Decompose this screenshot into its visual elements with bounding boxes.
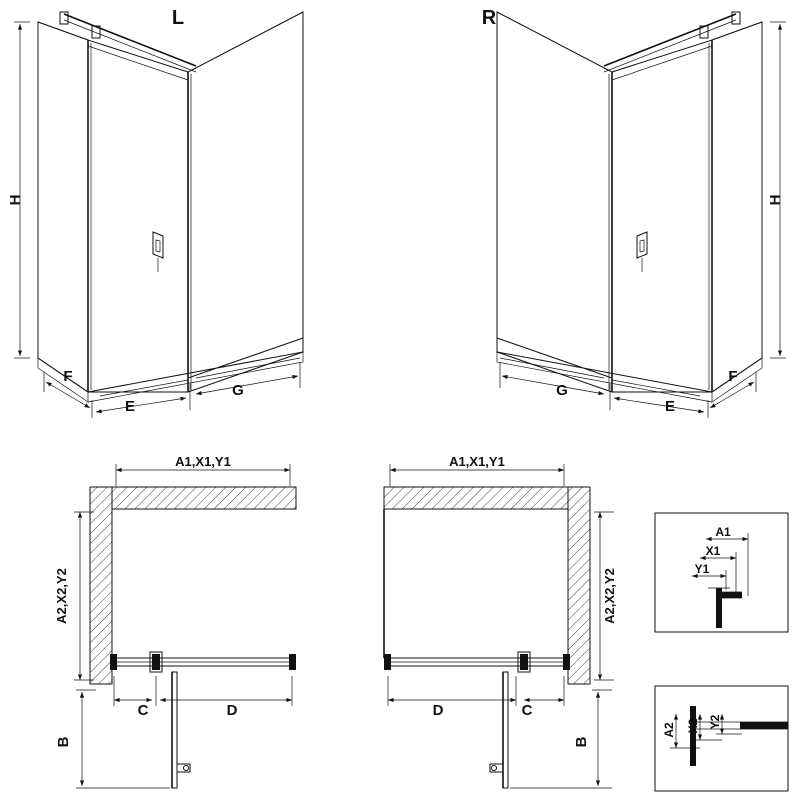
detail-top-label-y1: Y1 bbox=[694, 562, 710, 576]
plan-view-left bbox=[74, 464, 296, 788]
iso-left-label-G: G bbox=[232, 382, 244, 399]
plan-right-top-dim-label: A1,X1,Y1 bbox=[449, 454, 505, 469]
dimension-bottom-left bbox=[44, 362, 300, 418]
dimension-bottom-right bbox=[500, 362, 756, 418]
door-handle-right bbox=[637, 232, 647, 272]
iso-right-label-F: F bbox=[728, 368, 738, 385]
detail-top-label-x1: X1 bbox=[705, 544, 721, 558]
iso-view-right bbox=[497, 12, 786, 418]
detail-top-label-a1: A1 bbox=[715, 525, 731, 539]
iso-right-label-E: E bbox=[664, 398, 676, 415]
plan-left-side-dim-label: A2,X2,Y2 bbox=[54, 568, 69, 624]
iso-left-label-H: H bbox=[7, 194, 24, 206]
detail-bottom-label-x2: X2 bbox=[686, 718, 700, 734]
detail-bottom-label-y2: Y2 bbox=[708, 714, 722, 730]
plan-right-label-B: B bbox=[573, 736, 590, 748]
dimension-H-right bbox=[770, 22, 786, 358]
plan-left-label-D: D bbox=[226, 702, 238, 719]
door-handle-left bbox=[153, 232, 163, 272]
iso-view-left bbox=[14, 12, 303, 418]
iso-right-label-G: G bbox=[556, 382, 568, 399]
iso-left-title: L bbox=[171, 7, 185, 29]
iso-right-label-H: H bbox=[767, 194, 784, 206]
iso-right-title: R bbox=[481, 7, 497, 29]
plan-right-label-D: D bbox=[432, 702, 444, 719]
detail-bottom-label-a2: A2 bbox=[662, 722, 676, 738]
iso-left-label-F: F bbox=[63, 368, 73, 385]
plan-left-label-C: C bbox=[137, 702, 149, 719]
plan-right-side-dim-label: A2,X2,Y2 bbox=[602, 568, 617, 624]
detail-top-dim-a1 bbox=[706, 533, 748, 596]
dimension-H-left bbox=[14, 22, 30, 358]
plan-right-label-C: C bbox=[521, 702, 533, 719]
plan-right-bottom-dimensions bbox=[388, 676, 564, 706]
iso-left-label-E: E bbox=[124, 398, 136, 415]
plan-left-top-dim-label: A1,X1,Y1 bbox=[175, 454, 231, 469]
plan-left-label-B: B bbox=[55, 736, 72, 748]
